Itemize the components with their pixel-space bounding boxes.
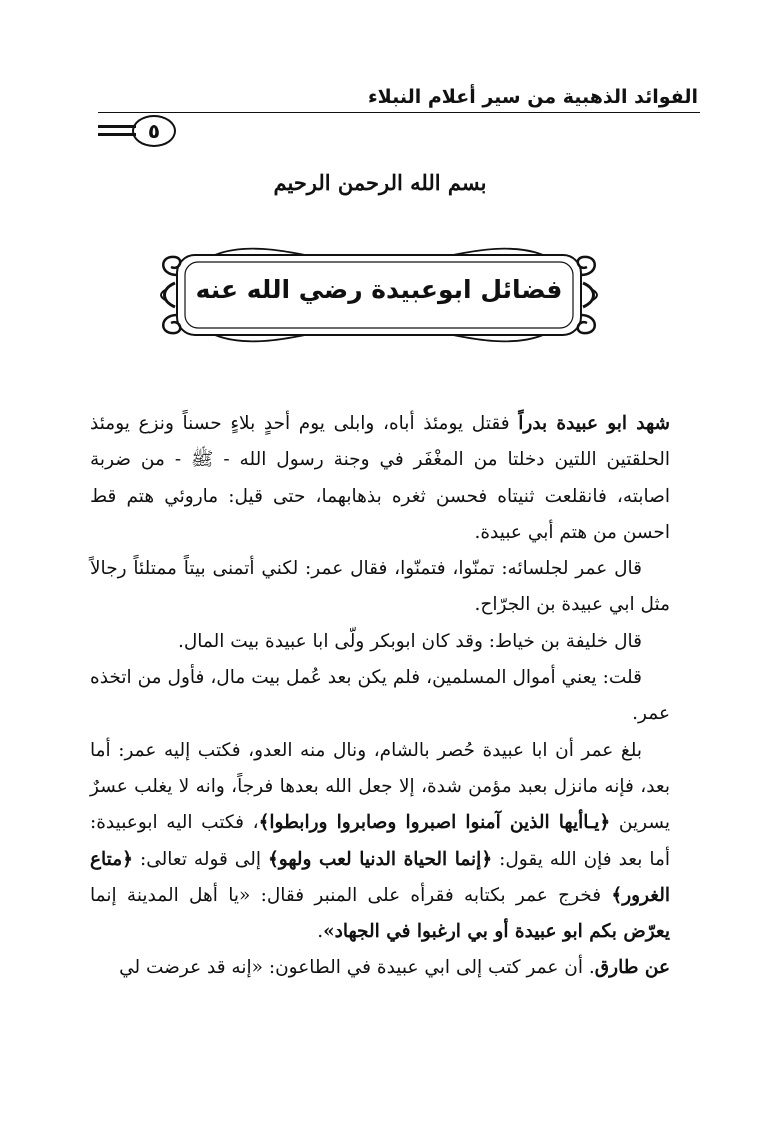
paragraph-text: قلت: يعني أموال المسلمين، فلم يكن بعد عُمل بيت مال، فأول من اتخذه عمر. [90, 667, 670, 725]
paragraph [90, 733, 670, 951]
basmala: بسم الله الرحمن الرحيم [273, 170, 487, 195]
body-text [90, 406, 670, 987]
paragraph-text: ، فكتب اليه ابوعبيدة: أما بعد فإن الله يقول: [90, 812, 671, 870]
page-number-ornament [98, 115, 178, 147]
paragraph [90, 950, 670, 986]
emphasized-text: عن طارق [594, 957, 670, 979]
paragraph-text: بلغ عمر أن ابا عبيدة حُصر بالشام، ونال منه العدو، فكتب إليه عمر: أما بعد، فإنه مانزل بعبد مؤمن شدة، إلا جعل الله بعدها فرجاً، وانه لا يغلب عسرٌ يسرين [90, 739, 670, 834]
emphasized-text: ﴿متاع الغرور﴾ [90, 848, 670, 906]
paragraph-text: . [317, 921, 324, 943]
emphasized-text: ﴿إنما الحياة الدنيا لعب ولهو﴾ [267, 848, 493, 870]
page-number: ٥ [132, 115, 176, 147]
chapter-title-frame [155, 245, 603, 345]
running-header-title: الفوائد الذهبية من سير أعلام النبلاء [367, 86, 698, 108]
paragraph [90, 624, 670, 660]
paragraph-text: فقتل يومئذ أباه، وابلى يوم أحدٍ بلاءٍ حسناً ونزع يومئذ الحلقتين اللتين دخلتا من المغْفَر في وجنة رسول الله - ﷺ - من ضربة اصابته، فانقلعت ثنيتاه فحسن ثغره بذهابهما، حتى قيل: ماروئي هتم قط احسن من هتم أبي عبيدة. [90, 413, 670, 543]
paragraph-text: قال عمر لجلسائه: تمنّوا، فتمنّوا، فقال عمر: لكني أتمنى بيتاً ممتلئاً رجالاً مثل ابي عبيدة بن الجرّاح. [90, 558, 670, 616]
paragraph [90, 551, 670, 624]
emphasized-text: يعرّض بكم ابو عبيدة أو بي ارغبوا في الجهاد» [323, 921, 670, 943]
paragraph-text: . أن عمر كتب إلى ابي عبيدة في الطاعون: «إنه قد عرضت لي [119, 957, 595, 979]
emphasized-text: ﴿يـاأيها الذين آمنوا اصبروا وصابروا ورابطوا﴾ [258, 812, 611, 834]
paragraph-text: إلى قوله تعالى: [133, 848, 268, 870]
paragraph [90, 406, 670, 551]
header-rule [98, 112, 700, 113]
paragraph [90, 660, 670, 733]
emphasized-text: شهد ابو عبيدة بدراً [518, 413, 670, 434]
paragraph-text: قال خليفة بن خياط: وقد كان ابوبكر ولّى ابا عبيدة بيت المال. [177, 630, 642, 652]
chapter-title: فضائل ابوعبيدة رضي الله عنه [195, 275, 563, 304]
paragraph-text: فخرج عمر بكتابه فقرأه على المنبر فقال: «يا أهل المدينة إنما [90, 884, 612, 906]
page-number-lines [98, 125, 136, 141]
